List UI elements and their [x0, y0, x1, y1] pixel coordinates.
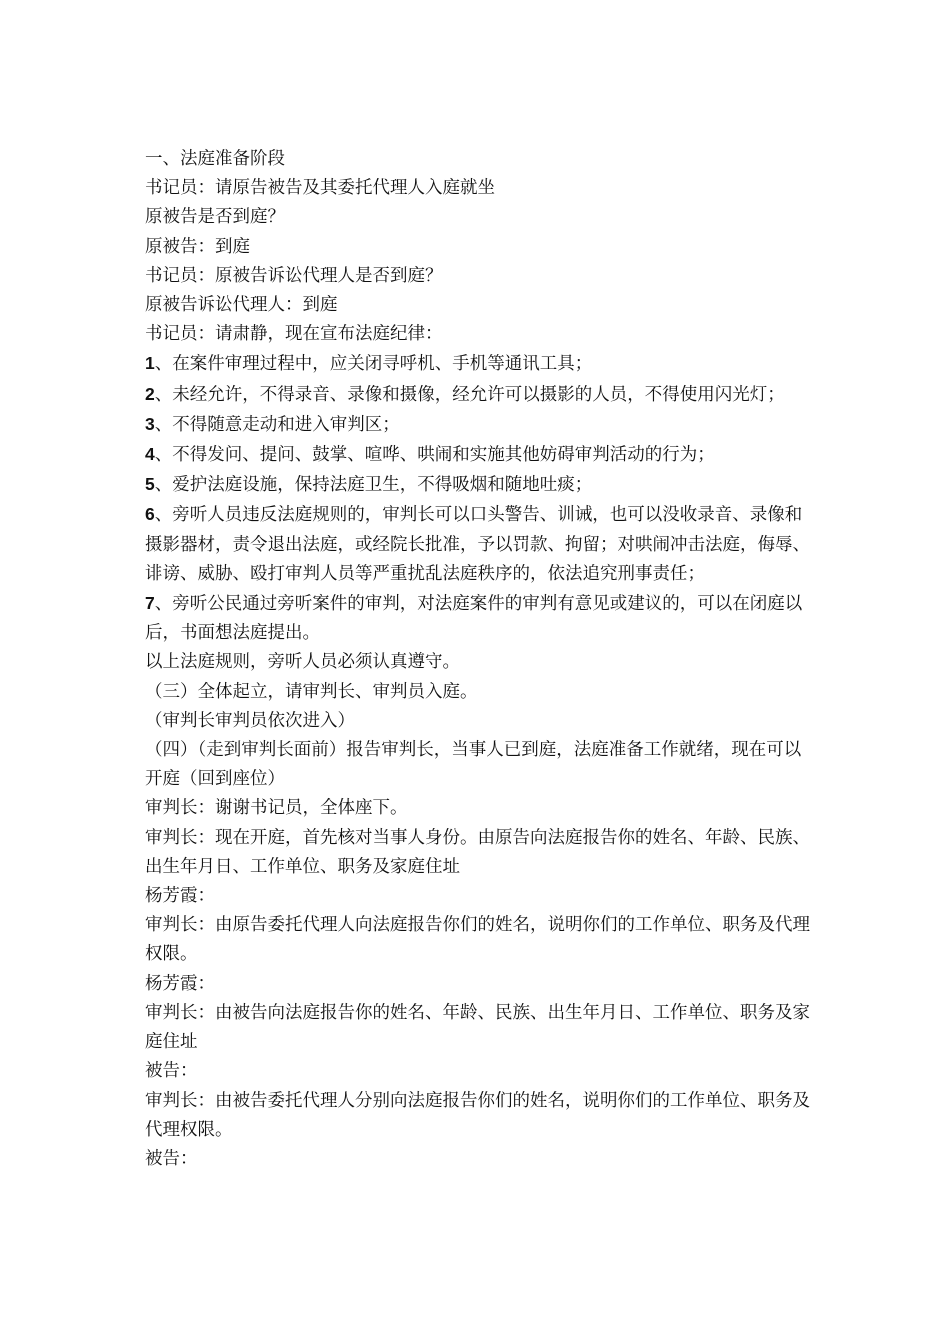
rule-item: 7、旁听公民通过旁听案件的审判，对法庭案件的审判有意见或建议的，可以在闭庭以后，书面想法庭提出。 — [145, 593, 803, 644]
paragraph: 审判长：由被告委托代理人分别向法庭报告你们的姓名，说明你们的工作单位、职务及代理权限。 — [145, 1090, 810, 1140]
rule-item: 4、不得发问、提问、鼓掌、喧哗、哄闹和实施其他妨碍审判活动的行为； — [145, 444, 715, 466]
paragraph: 审判长：由原告委托代理人向法庭报告你们的姓名，说明你们的工作单位、职务及代理权限。 — [145, 915, 810, 965]
paragraph: 杨芳霞： — [145, 886, 215, 907]
rule-number: 6 — [145, 504, 155, 525]
paragraph: （三）全体起立，请审判长、审判员入庭。 — [145, 681, 478, 702]
rule-number: 4 — [145, 444, 155, 465]
rule-number: 1 — [145, 353, 155, 374]
paragraph: 审判长：谢谢书记员，全体座下。 — [145, 798, 408, 819]
paragraph: 审判长：现在开庭，首先核对当事人身份。由原告向法庭报告你的姓名、年龄、民族、出生年月日、工作单位、职务及家庭住址 — [145, 827, 810, 877]
paragraph: 被告： — [145, 1148, 198, 1169]
document-body — [145, 145, 810, 1174]
paragraph: 书记员：请原告被告及其委托代理人入庭就坐 — [145, 178, 495, 199]
rule-number: 3 — [145, 413, 155, 434]
paragraph: （审判长审判员依次进入） — [145, 710, 355, 731]
paragraph: 杨芳霞： — [145, 973, 215, 994]
paragraph: 书记员：原被告诉讼代理人是否到庭？ — [145, 265, 443, 286]
paragraph: 原被告诉讼代理人：到庭 — [145, 295, 338, 316]
rule-item: 2、未经允许，不得录音、录像和摄像，经允许可以摄影的人员，不得使用闪光灯； — [145, 383, 785, 405]
rule-number: 7 — [145, 593, 155, 614]
paragraph: （四）（走到审判长面前）报告审判长，当事人已到庭，法庭准备工作就绪，现在可以开庭（回到座位） — [145, 740, 802, 790]
paragraph: 以上法庭规则，旁听人员必须认真遵守。 — [145, 652, 460, 673]
rule-item: 5、爱护法庭设施，保持法庭卫生，不得吸烟和随地吐痰； — [145, 474, 593, 496]
rule-number: 2 — [145, 383, 155, 404]
rule-item: 6、旁听人员违反法庭规则的，审判长可以口头警告、训诫，也可以没收录音、录像和摄影器材，责令退出法庭，或经院长批准，予以罚款、拘留；对哄闹冲击法庭，侮辱、诽谤、威胁、殴打审判人员等严重扰乱法庭秩序的，依法追究刑事责任； — [145, 504, 810, 584]
rule-number: 5 — [145, 474, 155, 495]
paragraph: 原被告：到庭 — [145, 236, 250, 257]
paragraph-heading: 一、法庭准备阶段 — [145, 149, 285, 169]
rule-item: 1、在案件审理过程中，应关闭寻呼机、手机等通讯工具； — [145, 353, 593, 375]
paragraph: 原被告是否到庭？ — [145, 207, 285, 228]
paragraph: 审判长：由被告向法庭报告你的姓名、年龄、民族、出生年月日、工作单位、职务及家庭住址 — [145, 1002, 810, 1053]
paragraph: 被告： — [145, 1061, 198, 1082]
rule-item: 3、不得随意走动和进入审判区； — [145, 413, 400, 435]
paragraph: 书记员：请肃静，现在宣布法庭纪律： — [145, 324, 443, 345]
